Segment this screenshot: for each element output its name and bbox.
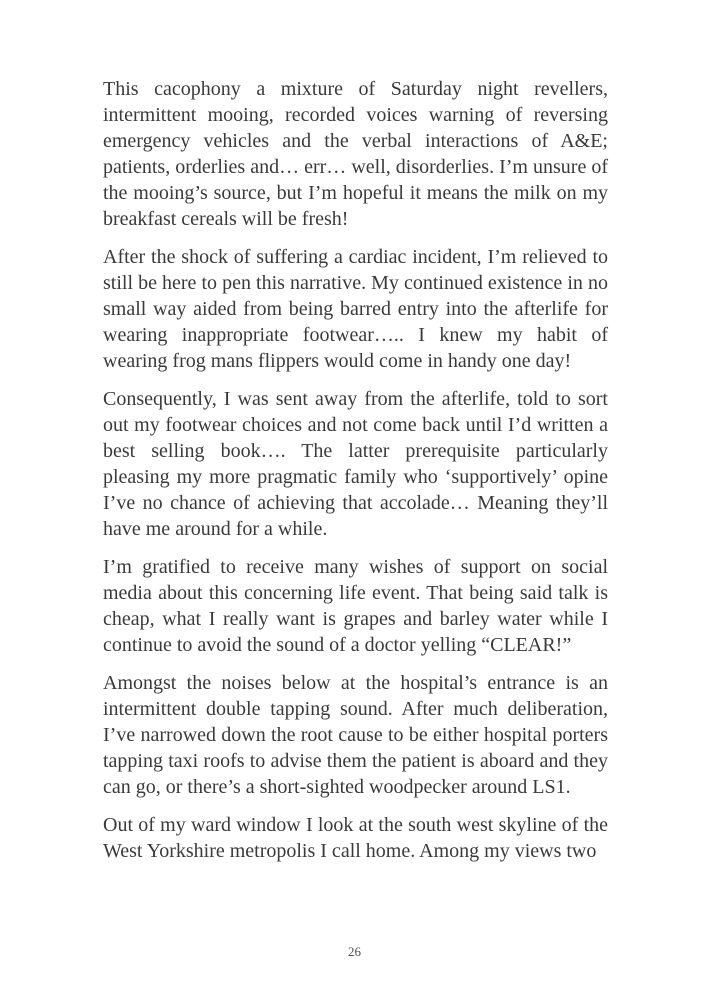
body-text <box>103 76 608 876</box>
paragraph: Amongst the noises below at the hospital’s entrance is an intermittent double tapping sound. After much deliberation, I’ve narrowed down the root cause to be either hospital porters tapping taxi roofs to advise them the patient is aboard and they can go, or there’s a short-sighted woodpecker around LS1. <box>103 672 608 798</box>
paragraph: This cacophony a mixture of Saturday night revellers, intermittent mooing, recorded voices warning of reversing emergency vehicles and the verbal interactions of A&E; patients, orderlies and… err… well, disorderlies. I’m unsure of the mooing’s source, but I’m hopeful it means the milk on my breakfast cereals will be fresh! <box>103 78 608 230</box>
page-number: 26 <box>348 944 361 959</box>
paragraph: I’m gratified to receive many wishes of support on social media about this concerning life event. That being said talk is cheap, what I really want is grapes and barley water while I continue to avoid the sound of a doctor yelling “CLEAR!” <box>103 556 608 656</box>
paragraph: Out of my ward window I look at the south west skyline of the West Yorkshire metropolis I call home. Among my views two <box>103 814 608 862</box>
paragraph: After the shock of suffering a cardiac incident, I’m relieved to still be here to pen this narrative. My continued existence in no small way aided from being barred entry into the afterlife for wearing inappropriate footwear….. I knew my habit of wearing frog mans flippers would come in handy one day! <box>103 246 608 372</box>
paragraph: Consequently, I was sent away from the afterlife, told to sort out my footwear choices and not come back until I’d written a best selling book…. The latter prerequisite particularly pleasing my more pragmatic family who ‘supportively’ opine I’ve no chance of achieving that accolade… Meaning they’ll have me around for a while. <box>103 388 608 540</box>
